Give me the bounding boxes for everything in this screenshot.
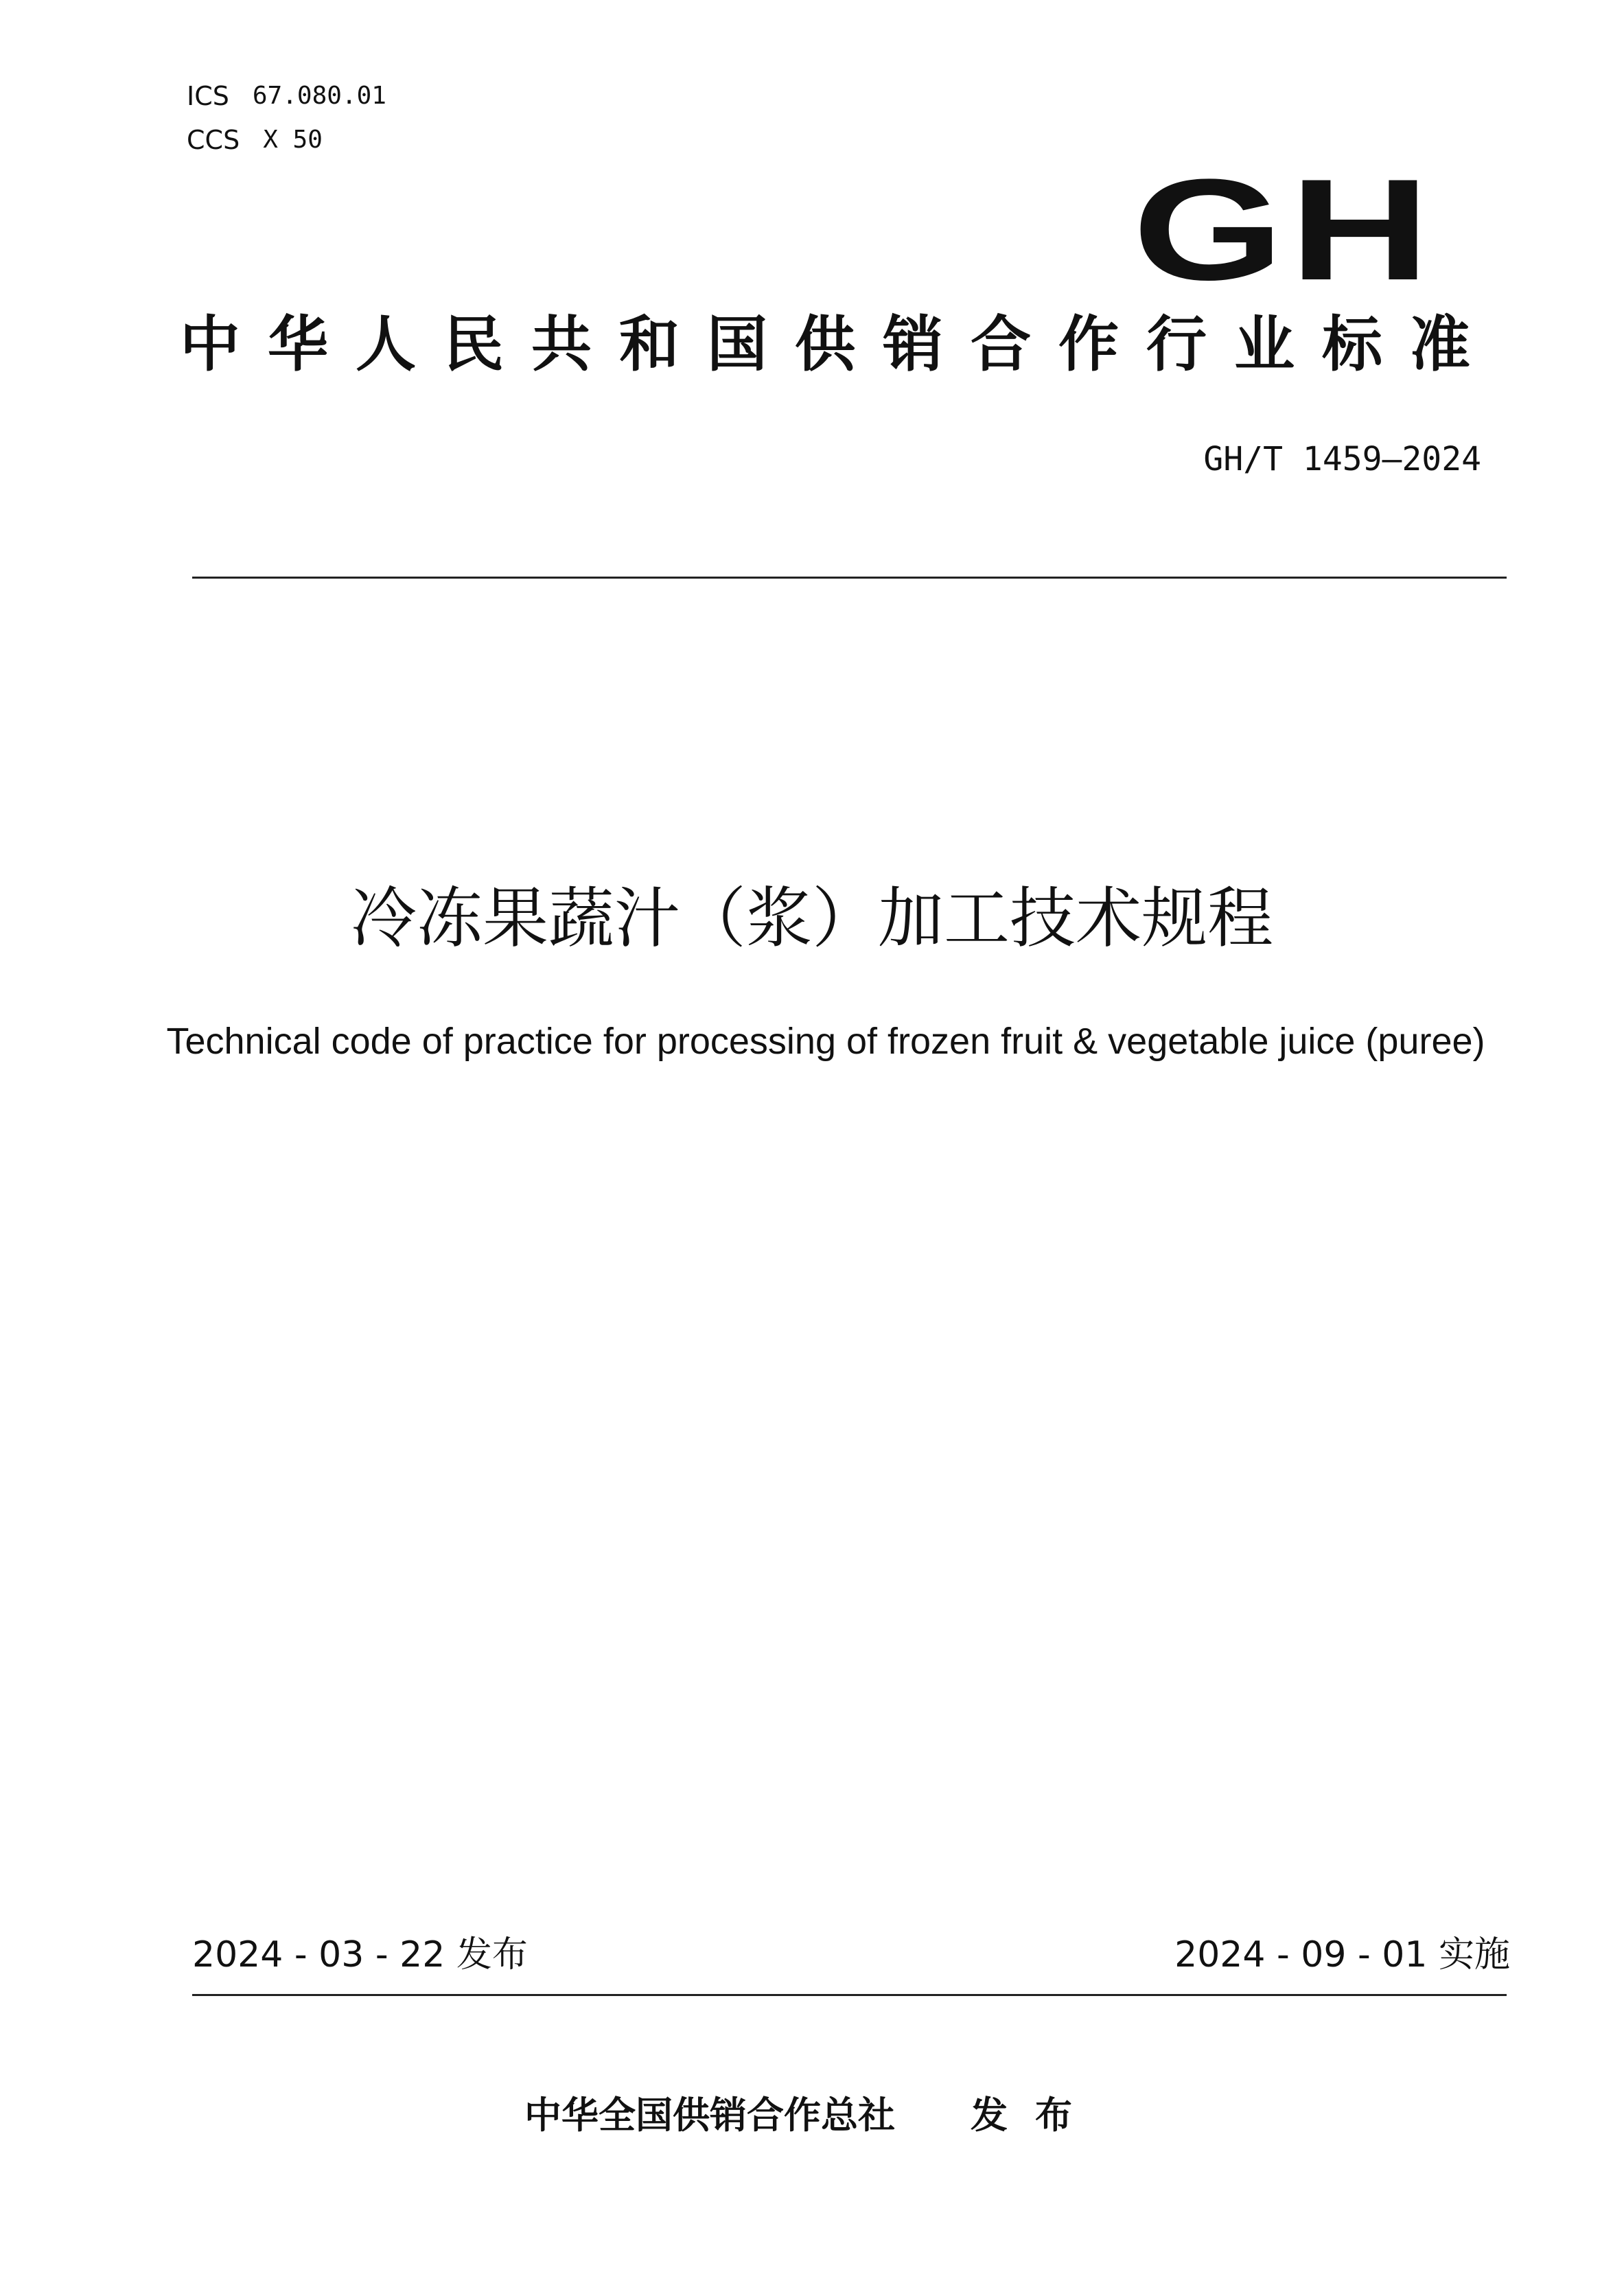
document-title-english: Technical code of practice for processing of frozen fruit & vegetable juice (puree) [166, 1021, 1485, 1062]
ics-label: ICS [187, 81, 229, 111]
issue-action: 发布 [971, 2094, 1100, 2137]
ccs-label: CCS [187, 125, 240, 155]
ics-row [187, 74, 386, 118]
standard-type-heading: 中华人民共和国供销合作行业标准 [180, 309, 1498, 380]
implementation-date: 2024 - 09 - 01 实施 [1174, 1934, 1510, 1975]
issuing-organization: 中华全国供销合作总社 [524, 2094, 895, 2137]
gh-logo: GH [1133, 149, 1436, 310]
classification-block [187, 74, 386, 162]
publisher-line [0, 2094, 1624, 2137]
top-divider [192, 577, 1507, 579]
ccs-value: X 50 [263, 126, 323, 154]
ics-value: 67.080.01 [252, 82, 386, 110]
publish-date: 2024 - 03 - 22 发布 [192, 1934, 528, 1975]
ccs-row [187, 118, 386, 162]
bottom-divider [192, 1994, 1507, 1996]
document-title-chinese: 冷冻果蔬汁（浆）加工技术规程 [351, 880, 1273, 957]
standard-code: GH/T 1459—2024 [1203, 440, 1481, 478]
